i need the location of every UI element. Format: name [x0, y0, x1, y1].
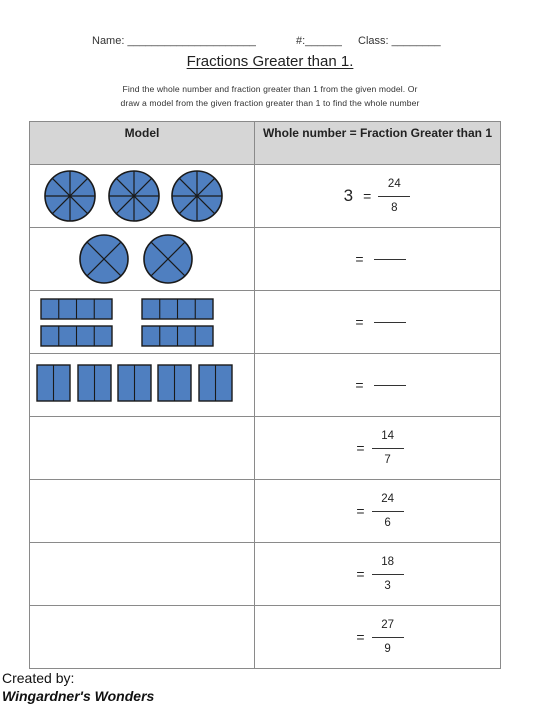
- instruction-line-1: Find the whole number and fraction greater than 1 from the given model. Or: [122, 84, 418, 94]
- model-cell-empty[interactable]: [30, 417, 255, 480]
- model-circles-eighths: [30, 165, 254, 227]
- table-row: [30, 228, 501, 291]
- rectangle-halves: [78, 365, 111, 401]
- equals-sign: =: [355, 314, 364, 330]
- model-cell-empty[interactable]: [30, 543, 255, 606]
- circle-eighths: [109, 171, 159, 221]
- rectangle-halves: [158, 365, 191, 401]
- fraction: [371, 619, 405, 656]
- numerator: 18: [381, 555, 394, 568]
- model-cell: [30, 228, 255, 291]
- numerator: 27: [381, 618, 394, 631]
- equation-cell: [255, 354, 501, 417]
- denominator: 7: [384, 453, 391, 466]
- table-row: [30, 543, 501, 606]
- fraction: [371, 493, 405, 530]
- rectangle-quarters: [142, 326, 213, 346]
- fraction-bar: [372, 637, 404, 638]
- model-cell: [30, 291, 255, 354]
- equation-cell: [255, 480, 501, 543]
- equals-sign: =: [356, 629, 365, 645]
- table-row: [30, 291, 501, 354]
- class-field-label: Class: ________: [358, 35, 441, 47]
- rectangle-quarters: [41, 299, 112, 319]
- worksheet-title-wrap: [0, 53, 540, 70]
- numerator: 24: [381, 492, 394, 505]
- model-cell-empty[interactable]: [30, 480, 255, 543]
- rectangle-halves: [199, 365, 232, 401]
- equation: [255, 543, 500, 605]
- equals-sign: =: [356, 503, 365, 519]
- model-cell-empty[interactable]: [30, 606, 255, 669]
- circle-quarters: [144, 235, 192, 283]
- fraction: [371, 430, 405, 467]
- equation-column-header: Whole number = Fraction Greater than 1: [255, 122, 501, 165]
- equation: [255, 165, 500, 227]
- denominator: 6: [384, 516, 391, 529]
- denominator: 9: [384, 642, 391, 655]
- fraction: [377, 178, 411, 215]
- author-label: Wingardner's Wonders: [2, 688, 155, 704]
- answer-blank: [374, 385, 406, 386]
- fraction: [371, 556, 405, 593]
- equation: [255, 417, 500, 479]
- number-field-label: #:______: [296, 35, 342, 47]
- equals-sign: =: [356, 440, 365, 456]
- equation-cell: [255, 417, 501, 480]
- equation-cell: [255, 228, 501, 291]
- equation-cell: [255, 543, 501, 606]
- worksheet-title: Fractions Greater than 1.: [186, 53, 354, 70]
- equals-sign: =: [355, 251, 364, 267]
- table-header-row: [30, 122, 501, 165]
- equation: [255, 606, 500, 668]
- fraction-bar: [372, 574, 404, 575]
- table-row: [30, 165, 501, 228]
- circle-eighths: [45, 171, 95, 221]
- circle-eighths: [172, 171, 222, 221]
- equation-cell: [255, 291, 501, 354]
- numerator: 24: [387, 177, 401, 190]
- equation-cell: [255, 165, 501, 228]
- rectangle-quarters: [41, 326, 112, 346]
- equals-sign: =: [363, 188, 372, 204]
- rectangle-halves: [37, 365, 70, 401]
- fraction-bar: [372, 448, 404, 449]
- model-column-header: Model: [30, 122, 255, 165]
- answer-blank: [374, 322, 406, 323]
- circle-quarters: [80, 235, 128, 283]
- answer-blank: [374, 259, 406, 260]
- whole-number: 3: [343, 186, 354, 205]
- denominator: 3: [384, 579, 391, 592]
- table-row: [30, 606, 501, 669]
- fraction-table: [29, 121, 501, 669]
- instruction-line-2: draw a model from the given fraction greater than 1 to find the whole number: [120, 98, 420, 108]
- denominator: 8: [391, 201, 398, 214]
- equation: [255, 228, 500, 290]
- model-circles-quarters: [30, 228, 254, 290]
- equals-sign: =: [356, 566, 365, 582]
- fraction-bar: [378, 196, 410, 197]
- equation: [255, 291, 500, 353]
- equation-cell: [255, 606, 501, 669]
- equals-sign: =: [355, 377, 364, 393]
- numerator: 14: [381, 429, 394, 442]
- name-field-label: Name: _____________________: [92, 35, 256, 47]
- table-row: [30, 354, 501, 417]
- table-row: [30, 417, 501, 480]
- rectangle-quarters: [142, 299, 213, 319]
- model-cell: [30, 165, 255, 228]
- fraction-bar: [372, 511, 404, 512]
- table-row: [30, 480, 501, 543]
- rectangle-halves: [118, 365, 151, 401]
- model-rectangles-halves: [30, 354, 254, 416]
- equation: [255, 480, 500, 542]
- model-cell: [30, 354, 255, 417]
- model-rectangles-quarters: [30, 291, 254, 353]
- created-by-label: Created by:: [2, 670, 75, 686]
- equation: [255, 354, 500, 416]
